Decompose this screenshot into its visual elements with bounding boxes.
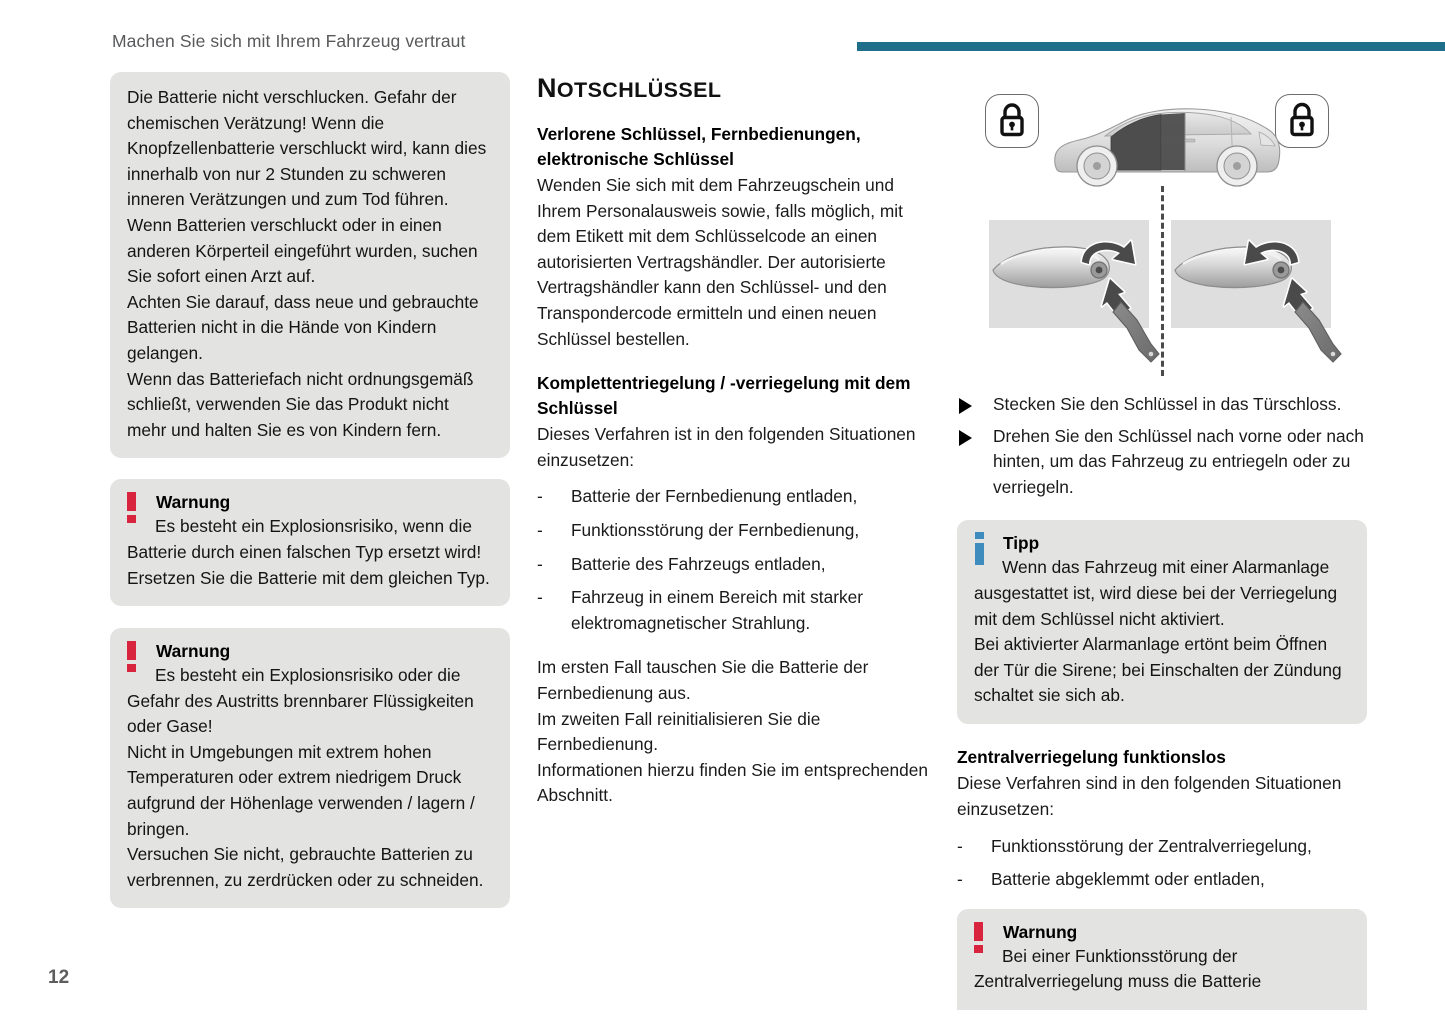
triangle-bullet-icon bbox=[959, 398, 972, 414]
note-paragraph: Wenn das Batteriefach nicht ordnungsgemäß schließt, verwenden Sie das Produkt nicht mehr und halten Sie es von Kindern fern. bbox=[127, 368, 474, 440]
note-paragraph: Die Batterie nicht verschlucken. Gefahr der chemischen Verätzung! Wenn die Knopfzellenbatterie verschluckt wird, kann dies innerhalb von nur 2 Stunden zu schweren inneren Verätzungen und zum Tod führen. bbox=[127, 87, 487, 210]
warning-label: Warnung bbox=[1003, 921, 1078, 942]
tip-body: Bei aktivierter Alarmanlage ertönt beim Öffnen der Tür die Sirene; bei Einschalten der Zündung schaltet sie sich ab. bbox=[974, 634, 1342, 706]
dash-bullet-icon: - bbox=[537, 553, 543, 574]
list-item-label: Batterie des Fahrzeugs entladen, bbox=[571, 553, 826, 574]
tip-badge-row bbox=[974, 532, 1349, 555]
list-item bbox=[537, 518, 929, 544]
warning-exclamation-icon bbox=[127, 492, 136, 522]
step-label: Stecken Sie den Schlüssel in das Türschloss. bbox=[993, 394, 1342, 414]
list-item-label: Funktionsstörung der Zentralverriegelung, bbox=[991, 835, 1312, 856]
chapter-title-rest: OTSCHLÜSSEL bbox=[556, 78, 722, 102]
middle-column bbox=[537, 72, 929, 809]
page-number: 12 bbox=[48, 967, 70, 988]
section-heading-lost-keys: Verlorene Schlüssel, Fernbedienungen, elektronische Schlüssel bbox=[537, 124, 861, 169]
closing-paragraph: Im ersten Fall tauschen Sie die Batterie der Fernbedienung aus. bbox=[537, 657, 869, 703]
header-rule bbox=[857, 42, 1445, 51]
dash-bullet-icon: - bbox=[537, 519, 543, 540]
warning-badge-row bbox=[974, 921, 1349, 944]
full-unlock-situations-list bbox=[537, 484, 929, 636]
warning-box-central-locking bbox=[957, 909, 1367, 1010]
list-item bbox=[537, 484, 929, 510]
warning-box-explosion-risk bbox=[110, 628, 510, 908]
warning-badge-row bbox=[127, 491, 492, 514]
warning-exclamation-icon bbox=[127, 641, 136, 671]
padlock-closed-badge bbox=[985, 94, 1039, 148]
note-paragraph: Wenn Batterien verschluckt oder in einen anderen Körperteil eingeführt wurden, suchen Sie sofort einen Arzt auf. bbox=[127, 214, 478, 287]
list-item bbox=[537, 552, 929, 578]
door-handle-key-turn-forward bbox=[979, 222, 1169, 382]
dash-bullet-icon: - bbox=[957, 869, 963, 890]
section-body-lost-keys: Wenden Sie sich mit dem Fahrzeugschein und Ihrem Personalausweis sowie, falls möglich, mit dem Etikett mit dem Schlüsselcode an einen autorisierten Vertragshändler. Der autorisierte Vertragshändler kann den Schlüssel- und den Transpondercode ermitteln und einen neuen Schlüssel bestellen. bbox=[537, 175, 903, 349]
left-column bbox=[110, 72, 510, 908]
chapter-title-initial: N bbox=[537, 73, 557, 103]
warning-box-battery-type bbox=[110, 479, 510, 606]
section-intro-full-unlock: Dieses Verfahren ist in den folgenden Situationen einzusetzen: bbox=[537, 424, 916, 470]
info-icon bbox=[975, 532, 984, 565]
list-item bbox=[957, 424, 1367, 501]
dash-bullet-icon: - bbox=[537, 587, 543, 608]
warning-body: Bei einer Funktionsstörung der Zentralverriegelung muss die Batterie bbox=[974, 945, 1262, 992]
page-header bbox=[0, 0, 1445, 60]
key-lock-illustration bbox=[957, 72, 1367, 384]
list-item bbox=[537, 585, 929, 636]
section-heading-central-locking: Zentralverriegelung funktionslos bbox=[957, 746, 1226, 767]
warning-body: Es besteht ein Explosionsrisiko, wenn die Batterie durch einen falschen Typ ersetzt wird! Ersetzen Sie die Batterie mit dem gleichen Typ. bbox=[127, 516, 490, 588]
triangle-bullet-icon bbox=[959, 430, 972, 446]
note-paragraph: Achten Sie darauf, dass neue und gebrauchte Batterien nicht in die Hände von Kindern gelangen. bbox=[127, 291, 479, 363]
warning-body: Nicht in Umgebungen mit extrem hohen Temperaturen oder extrem niedrigem Druck aufgrund der Höhenlage verwenden / lagern / bringen. bbox=[127, 741, 475, 839]
closing-paragraph: Informationen hierzu finden Sie im entsprechenden Abschnitt. bbox=[537, 759, 928, 806]
padlock-closed-icon bbox=[986, 95, 1038, 147]
step-label: Drehen Sie den Schlüssel nach vorne oder nach hinten, um das Fahrzeug zu entriegeln oder zu verriegeln. bbox=[993, 425, 1364, 497]
closing-paragraph: Im zweiten Fall reinitialisieren Sie die Fernbedienung. bbox=[537, 708, 821, 755]
battery-note-box bbox=[110, 72, 510, 458]
dash-bullet-icon: - bbox=[537, 486, 543, 507]
list-item-label: Batterie der Fernbedienung entladen, bbox=[571, 486, 858, 507]
car-side-view bbox=[1045, 92, 1287, 192]
section-heading-full-unlock: Komplettentriegelung / -verriegelung mit dem Schlüssel bbox=[537, 373, 911, 418]
list-item bbox=[957, 867, 1367, 893]
right-column bbox=[957, 72, 1367, 1010]
list-item-label: Fahrzeug in einem Bereich mit starker elektromagnetischer Strahlung. bbox=[571, 587, 863, 633]
tip-label: Tipp bbox=[1003, 533, 1040, 554]
door-handle-key-turn-backward bbox=[1161, 222, 1351, 382]
tip-body: Wenn das Fahrzeug mit einer Alarmanlage ausgestattet ist, wird diese bei der Verriegelung mit dem Schlüssel nicht aktiviert. bbox=[974, 557, 1338, 629]
header-chapter-title: Machen Sie sich mit Ihrem Fahrzeug vertraut bbox=[112, 31, 466, 51]
list-item-label: Funktionsstörung der Fernbedienung, bbox=[571, 519, 860, 540]
tip-box-alarm bbox=[957, 520, 1367, 724]
list-item bbox=[957, 392, 1367, 418]
page-title bbox=[537, 72, 929, 106]
warning-body: Versuchen Sie nicht, gebrauchte Batterien zu verbrennen, zu zerdrücken oder zu schneiden. bbox=[127, 844, 484, 890]
dash-bullet-icon: - bbox=[957, 835, 963, 856]
list-item bbox=[957, 834, 1367, 860]
section-intro-central-locking: Diese Verfahren sind in den folgenden Situationen einzusetzen: bbox=[957, 773, 1342, 820]
car-illustration bbox=[1045, 92, 1287, 192]
key-operation-steps-list bbox=[957, 392, 1367, 500]
warning-label: Warnung bbox=[156, 492, 231, 513]
list-item-label: Batterie abgeklemmt oder entladen, bbox=[991, 869, 1265, 890]
warning-label: Warnung bbox=[156, 641, 231, 662]
warning-exclamation-icon bbox=[974, 922, 983, 952]
warning-badge-row bbox=[127, 640, 492, 663]
central-locking-situations-list bbox=[957, 834, 1367, 893]
warning-body: Es besteht ein Explosionsrisiko oder die Gefahr des Austritts brennbarer Flüssigkeiten oder Gase! bbox=[127, 665, 474, 737]
